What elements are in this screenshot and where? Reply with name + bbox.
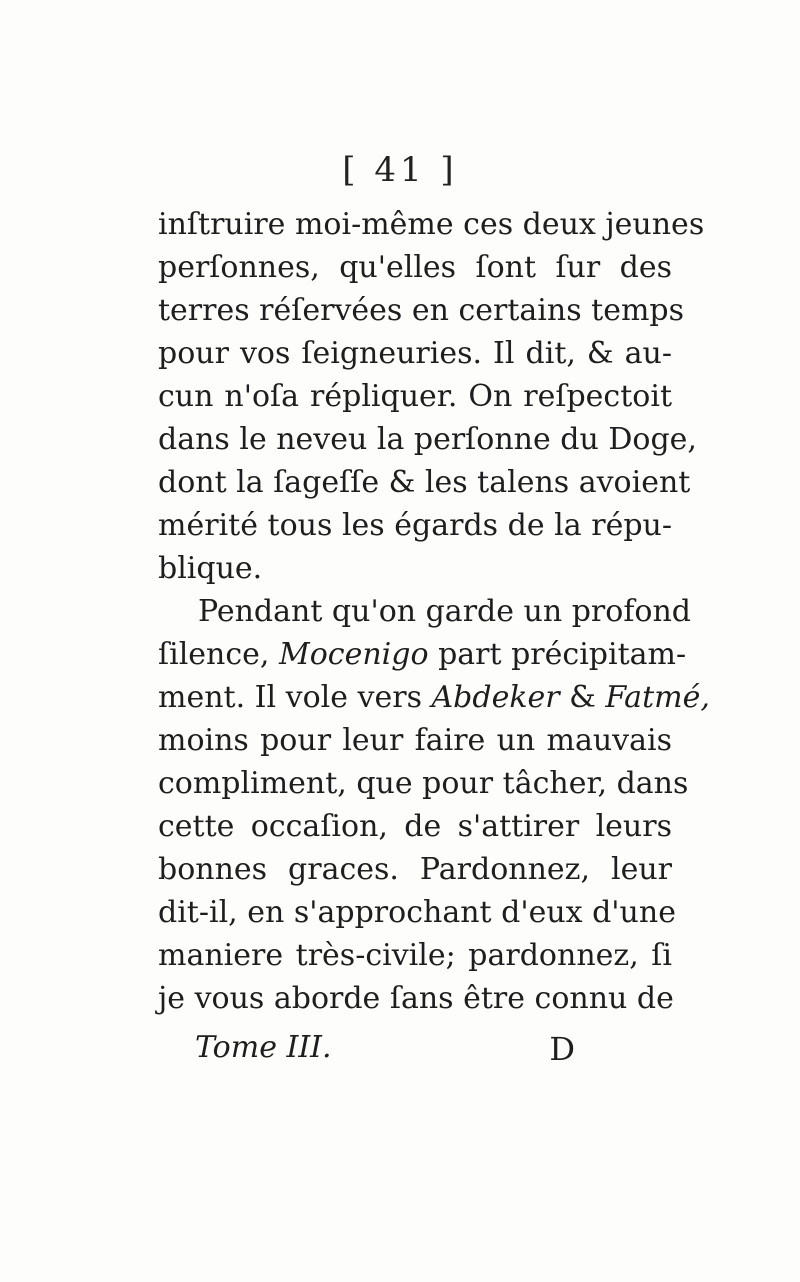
text-line: mérité tous les égards de la répu- <box>158 508 672 543</box>
text-fragment: part précipitam- <box>428 637 687 672</box>
text-line: cette occaſion, de s'attirer leurs <box>158 809 672 844</box>
text-line <box>158 633 687 676</box>
text-line: inſtruire moi-même ces deux jeunes <box>158 207 705 242</box>
text-line: perſonnes, qu'elles ſont ſur des <box>158 250 672 285</box>
text-line: bonnes graces. Pardonnez, leur <box>158 852 672 887</box>
character-name: Abdeker <box>431 680 560 715</box>
body-text <box>158 203 710 1020</box>
page-footer <box>195 1030 575 1070</box>
text-line: pour vos ſeigneuries. Il dit, & au- <box>158 336 672 371</box>
text-line: dont la ſageſſe & les talens avoient <box>158 465 691 500</box>
text-line: blique. <box>158 551 263 586</box>
character-name: Fatmé, <box>605 680 710 715</box>
text-line: moins pour leur faire un mauvais <box>158 723 672 758</box>
text-line: dans le neveu la perſonne du Doge, <box>158 422 697 457</box>
text-line: maniere très-civile; pardonnez, ſi <box>158 938 672 973</box>
text-line: je vous aborde ſans être connu de <box>158 981 674 1016</box>
text-fragment: ment. Il vole vers <box>158 680 432 715</box>
page-number: [ 41 ] <box>342 150 458 190</box>
text-fragment: ſilence, <box>158 637 279 672</box>
volume-label: Tome III. <box>195 1030 332 1065</box>
text-line: terres réſervées en certains temps <box>158 293 685 328</box>
character-name: Mocenigo <box>279 637 429 672</box>
signature-mark: D <box>549 1030 575 1068</box>
text-line: dit-il, en s'approchant d'eux d'une <box>158 895 676 930</box>
paragraph-start-line: Pendant qu'on garde un profond <box>198 594 692 629</box>
text-line: compliment, que pour tâcher, dans <box>158 766 689 801</box>
text-line <box>158 676 710 719</box>
text-line: cun n'oſa répliquer. On reſpectoit <box>158 379 672 414</box>
text-fragment: & <box>559 680 606 715</box>
